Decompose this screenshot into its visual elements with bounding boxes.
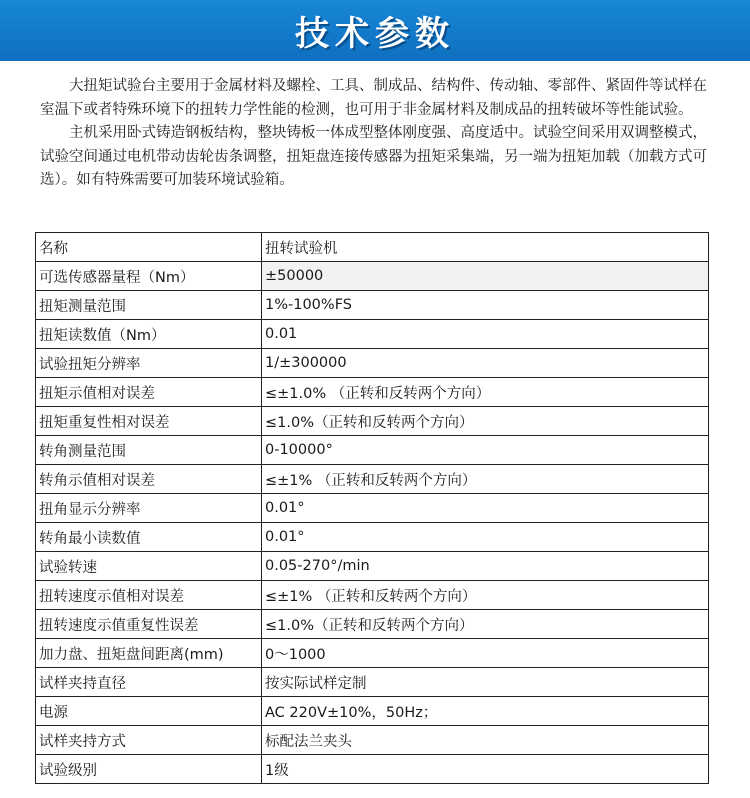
spec-key: 名称: [36, 233, 262, 262]
spec-key: 试样夹持直径: [36, 668, 262, 697]
spec-value: 0～1000: [262, 639, 709, 668]
spec-value: 标配法兰夹头: [262, 726, 709, 755]
spec-value: ±50000: [262, 262, 709, 291]
spec-table: [35, 232, 709, 784]
spec-row: [36, 581, 709, 610]
spec-row: [36, 349, 709, 378]
spec-row: [36, 465, 709, 494]
spec-row: [36, 233, 709, 262]
spec-key: 扭矩重复性相对误差: [36, 407, 262, 436]
spec-value: 0-10000°: [262, 436, 709, 465]
spec-value: 0.01: [262, 320, 709, 349]
spec-value: AC 220V±10%，50Hz；: [262, 697, 709, 726]
spec-key: 转角测量范围: [36, 436, 262, 465]
spec-value: 0.01°: [262, 523, 709, 552]
spec-key: 扭角显示分辨率: [36, 494, 262, 523]
spec-row: [36, 552, 709, 581]
spec-value: ≤±1% （正转和反转两个方向）: [262, 465, 709, 494]
spec-row: [36, 262, 709, 291]
spec-key: 扭转速度示值重复性误差: [36, 610, 262, 639]
spec-row: [36, 639, 709, 668]
spec-value: 按实际试样定制: [262, 668, 709, 697]
spec-key: 试验转速: [36, 552, 262, 581]
spec-row: [36, 697, 709, 726]
spec-key: 扭矩测量范围: [36, 291, 262, 320]
spec-key: 扭矩读数值（Nm）: [36, 320, 262, 349]
spec-value: 扭转试验机: [262, 233, 709, 262]
spec-value: 1/±300000: [262, 349, 709, 378]
spec-value: 1级: [262, 755, 709, 784]
spec-row: [36, 610, 709, 639]
title-banner: [0, 0, 750, 61]
intro-paragraph-1: 大扭矩试验台主要用于金属材料及螺栓、工具、制成品、结构件、传动轴、零部件、紧固件等试样在室温下或者特殊环境下的扭转力学性能的检测，也可用于非金属材料及制成品的扭转破坏等性能试验。: [40, 78, 707, 118]
spec-row: [36, 378, 709, 407]
spec-row: [36, 291, 709, 320]
spec-row: [36, 523, 709, 552]
spec-value: ≤1.0%（正转和反转两个方向）: [262, 610, 709, 639]
spec-row: [36, 320, 709, 349]
spec-key: 转角最小读数值: [36, 523, 262, 552]
spec-value: ≤±1.0% （正转和反转两个方向）: [262, 378, 709, 407]
spec-key: 扭转速度示值相对误差: [36, 581, 262, 610]
spec-row: [36, 668, 709, 697]
intro-text: [0, 61, 750, 193]
spec-key: 试验级别: [36, 755, 262, 784]
spec-row: [36, 726, 709, 755]
spec-key: 扭矩示值相对误差: [36, 378, 262, 407]
spec-value: ≤1.0%（正转和反转两个方向）: [262, 407, 709, 436]
spec-value: 0.01°: [262, 494, 709, 523]
spec-key: 电源: [36, 697, 262, 726]
spec-key: 可选传感器量程（Nm）: [36, 262, 262, 291]
spec-key: 加力盘、扭矩盘间距离(mm): [36, 639, 262, 668]
spec-row: [36, 494, 709, 523]
spec-key: 转角示值相对误差: [36, 465, 262, 494]
spec-row: [36, 436, 709, 465]
spec-value: 1%-100%FS: [262, 291, 709, 320]
spec-row: [36, 755, 709, 784]
page-title: 技术参数: [295, 14, 455, 54]
spec-key: 试样夹持方式: [36, 726, 262, 755]
spec-value: 0.05-270°/min: [262, 552, 709, 581]
intro-paragraph-2: 主机采用卧式铸造钢板结构，整块铸板一体成型整体刚度强、高度适中。试验空间采用双调整模式，试验空间通过电机带动齿轮齿条调整，扭矩盘连接传感器为扭矩采集端，另一端为扭矩加载（加载方式可选）。如有特殊需要可加装环境试验箱。: [40, 125, 707, 188]
spec-row: [36, 407, 709, 436]
spec-key: 试验扭矩分辨率: [36, 349, 262, 378]
spec-value: ≤±1% （正转和反转两个方向）: [262, 581, 709, 610]
